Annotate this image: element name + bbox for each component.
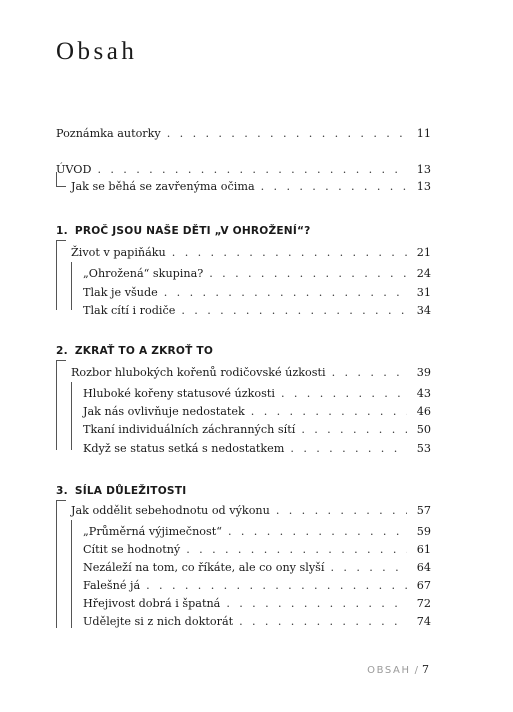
toc-entry-label: Hřejivost dobrá i špatná: [83, 597, 221, 610]
toc-subsection[interactable]: [83, 561, 431, 575]
toc-entry-label: Tkaní individuálních záchranných sítí: [83, 423, 296, 436]
toc-subsection[interactable]: [83, 579, 431, 593]
dot-leader: [290, 442, 407, 456]
toc-subsection[interactable]: [83, 597, 431, 611]
toc-entry-label: Poznámka autorky: [56, 127, 161, 140]
toc-entry-intro[interactable]: [56, 163, 431, 177]
dot-leader: [331, 561, 407, 575]
chapter-title: SÍLA DŮLEŽITOSTI: [74, 485, 187, 497]
toc-section[interactable]: [71, 504, 431, 518]
dot-leader: [332, 366, 407, 380]
chapter-heading-3[interactable]: [56, 485, 186, 497]
toc-entry-page: 53: [416, 442, 431, 455]
toc-entry-page: 67: [416, 579, 431, 592]
page-number: 7: [422, 663, 429, 676]
toc-entry-label: „Ohrožená“ skupina?: [83, 267, 204, 280]
indent-rule: [71, 382, 72, 450]
dot-leader: [209, 267, 407, 281]
toc-entry-page: 13: [416, 163, 431, 176]
running-header: OBSAH: [367, 665, 411, 676]
toc-entry-page: 11: [416, 127, 431, 140]
toc-entry-label: Tlak cítí i rodiče: [83, 304, 176, 317]
dot-leader: [251, 405, 407, 419]
dot-leader: [164, 286, 407, 300]
indent-rule: [56, 500, 66, 501]
dot-leader: [186, 543, 407, 557]
toc-entry-page: 50: [416, 423, 431, 436]
chapter-heading-1[interactable]: [56, 225, 311, 237]
toc-entry-intro-sub[interactable]: [71, 180, 431, 194]
toc-entry-page: 74: [416, 615, 431, 628]
toc-subsection[interactable]: [83, 442, 431, 456]
toc-subsection[interactable]: [83, 615, 431, 629]
toc-entry-label: Hluboké kořeny statusové úzkosti: [83, 387, 275, 400]
toc-entry-page: 61: [416, 543, 431, 556]
chapter-title: PROČ JSOU NAŠE DĚTI „V OHROŽENÍ“?: [74, 225, 311, 237]
toc-subsection[interactable]: [83, 543, 431, 557]
indent-rule: [56, 360, 57, 450]
dot-leader: [172, 246, 407, 260]
dot-leader: [167, 127, 407, 141]
toc-entry-page: 39: [416, 366, 431, 379]
toc-entry-author-note[interactable]: [56, 127, 431, 141]
dot-leader: [226, 597, 407, 611]
toc-entry-page: 34: [416, 304, 431, 317]
toc-entry-label: Jak oddělit sebehodnotu od výkonu: [71, 504, 270, 517]
toc-entry-label: Falešné já: [83, 579, 141, 592]
toc-entry-label: Udělejte si z nich doktorát: [83, 615, 234, 628]
dot-leader: [301, 423, 407, 437]
toc-entry-label: Když se status setká s nedostatkem: [83, 442, 285, 455]
indent-rule: [56, 186, 66, 187]
indent-rule: [56, 240, 57, 310]
dot-leader: [181, 304, 407, 318]
toc-subsection[interactable]: [83, 304, 431, 318]
toc-subsection[interactable]: [83, 286, 431, 300]
indent-rule: [71, 520, 72, 628]
toc-entry-page: 46: [416, 405, 431, 418]
dot-leader: [97, 163, 407, 177]
toc-entry-page: 24: [416, 267, 431, 280]
indent-rule: [71, 262, 72, 310]
toc-subsection[interactable]: [83, 267, 431, 281]
toc-entry-label: ÚVOD: [56, 163, 92, 176]
indent-rule: [56, 240, 66, 241]
indent-rule: [56, 500, 57, 628]
dot-leader: [239, 615, 407, 629]
toc-subsection[interactable]: [83, 525, 431, 539]
toc-subsection[interactable]: [83, 387, 431, 401]
dot-leader: [146, 579, 407, 593]
toc-entry-label: Jak se běhá se zavřenýma očima: [71, 180, 255, 193]
toc-section[interactable]: [71, 366, 431, 380]
toc-entry-label: Život v papiňáku: [71, 246, 166, 259]
page-footer: [367, 663, 429, 676]
chapter-number: 1.: [56, 225, 68, 237]
toc-entry-page: 59: [416, 525, 431, 538]
toc-section[interactable]: [71, 246, 431, 260]
toc-entry-label: Cítit se hodnotný: [83, 543, 181, 556]
indent-rule: [56, 360, 66, 361]
chapter-number: 2.: [56, 345, 68, 357]
dot-leader: [276, 504, 407, 518]
toc-entry-page: 64: [416, 561, 431, 574]
chapter-number: 3.: [56, 485, 68, 497]
toc-entry-page: 72: [416, 597, 431, 610]
toc-entry-label: Jak nás ovlivňuje nedostatek: [83, 405, 245, 418]
dot-leader: [228, 525, 407, 539]
footer-separator: /: [414, 665, 418, 676]
toc-entry-page: 31: [416, 286, 431, 299]
toc-entry-label: „Průměrná výjimečnost“: [83, 525, 222, 538]
toc-entry-label: Rozbor hlubokých kořenů rodičovské úzkosti: [71, 366, 326, 379]
dot-leader: [261, 180, 407, 194]
toc-entry-label: Nezáleží na tom, co říkáte, ale co ony slyší: [83, 561, 325, 574]
toc-entry-page: 43: [416, 387, 431, 400]
toc-subsection[interactable]: [83, 405, 431, 419]
toc-entry-page: 21: [416, 246, 431, 259]
chapter-title: ZKRAŤ TO A ZKROŤ TO: [74, 345, 214, 357]
chapter-heading-2[interactable]: [56, 345, 213, 357]
toc-subsection[interactable]: [83, 423, 431, 437]
dot-leader: [281, 387, 407, 401]
toc-entry-label: Tlak je všude: [83, 286, 158, 299]
toc-entry-page: 13: [416, 180, 431, 193]
page-title: Obsah: [56, 38, 138, 65]
indent-rule: [56, 172, 57, 187]
toc-entry-page: 57: [416, 504, 431, 517]
